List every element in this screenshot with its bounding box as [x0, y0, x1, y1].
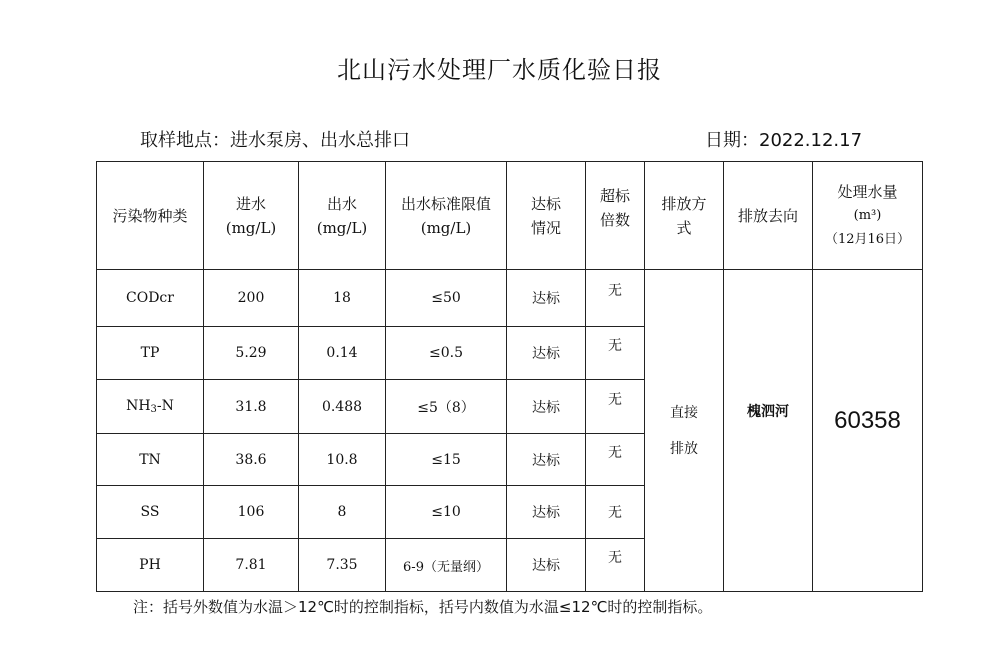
table-header-row [97, 162, 923, 270]
report-date: 日期：2022.12.17 [705, 130, 863, 151]
header-discharge-mode [645, 162, 724, 270]
effluent-cell: 18 [299, 270, 386, 327]
water-quality-table [96, 161, 923, 592]
compliance-cell: 达标 [507, 486, 586, 539]
header-limit [386, 162, 507, 270]
limit-cell: ≤15 [386, 434, 507, 486]
table-row [97, 270, 923, 327]
pollutant-cell: CODcr [97, 270, 204, 327]
pollutant-cell [97, 380, 204, 434]
header-exceed-line1: 超标 [599, 186, 630, 205]
header-exceed [586, 162, 645, 270]
pollutant-tail: -N [156, 398, 174, 414]
header-pollutant: 污染物种类 [97, 162, 204, 270]
limit-cell: ≤10 [386, 486, 507, 539]
influent-cell: 38.6 [204, 434, 299, 486]
header-limit-unit: (mg/L) [420, 218, 472, 237]
header-discharge-dest: 排放去向 [724, 162, 813, 270]
compliance-cell: 达标 [507, 270, 586, 327]
limit-cell: ≤0.5 [386, 327, 507, 380]
exceed-cell: 无 [586, 486, 645, 539]
sampling-location: 取样地点：进水泵房、出水总排口 [140, 130, 410, 151]
effluent-cell: 10.8 [299, 434, 386, 486]
effluent-cell: 0.14 [299, 327, 386, 380]
header-discharge-mode-line2: 式 [676, 218, 692, 237]
limit-cell: ≤5（8） [386, 380, 507, 434]
influent-cell: 200 [204, 270, 299, 327]
pollutant-cell: TN [97, 434, 204, 486]
exceed-value: 无 [608, 283, 622, 299]
header-discharge-mode-line1: 排放方 [661, 194, 707, 213]
influent-cell: 106 [204, 486, 299, 539]
pollutant-subscript: 3 [150, 404, 157, 415]
exceed-value: 无 [608, 550, 622, 566]
exceed-value: 无 [608, 391, 622, 408]
influent-cell: 5.29 [204, 327, 299, 380]
pollutant-main: NH [126, 398, 151, 414]
exceed-cell [586, 270, 645, 327]
compliance-cell: 达标 [507, 434, 586, 486]
header-influent-label: 进水 [235, 194, 266, 213]
effluent-cell: 0.488 [299, 380, 386, 434]
footnote: 注：括号外数值为水温＞12℃时的控制指标，括号内数值为水温≤12℃时的控制指标。 [133, 598, 713, 616]
effluent-cell: 8 [299, 486, 386, 539]
exceed-cell [586, 327, 645, 380]
effluent-cell: 7.35 [299, 539, 386, 592]
compliance-cell: 达标 [507, 380, 586, 434]
header-volume [813, 162, 923, 270]
influent-cell: 7.81 [204, 539, 299, 592]
header-volume-date: （12月16日） [824, 231, 911, 247]
header-influent [204, 162, 299, 270]
header-limit-label: 出水标准限值 [400, 194, 491, 213]
discharge-mode-line1: 直接 [670, 404, 698, 421]
header-effluent-label: 出水 [326, 194, 357, 213]
exceed-value: 无 [608, 444, 622, 461]
page-title: 北山污水处理厂水质化验日报 [337, 56, 662, 84]
limit-cell: 6-9（无量纲） [386, 539, 507, 592]
discharge-dest-cell: 槐泗河 [724, 270, 813, 592]
header-compliance-line1: 达标 [530, 194, 561, 213]
pollutant-cell: PH [97, 539, 204, 592]
header-volume-label: 处理水量 [837, 182, 898, 201]
header-compliance [507, 162, 586, 270]
header-compliance-line2: 情况 [530, 218, 561, 237]
influent-cell: 31.8 [204, 380, 299, 434]
volume-cell: 60358 [813, 270, 923, 592]
exceed-cell [586, 434, 645, 486]
compliance-cell: 达标 [507, 327, 586, 380]
exceed-cell [586, 380, 645, 434]
header-exceed-line2: 倍数 [599, 210, 630, 229]
limit-cell: ≤50 [386, 270, 507, 327]
pollutant-cell: SS [97, 486, 204, 539]
pollutant-cell: TP [97, 327, 204, 380]
header-volume-unit: (m³) [853, 207, 882, 223]
discharge-mode-cell [645, 270, 724, 592]
exceed-value: 无 [608, 338, 622, 354]
header-influent-unit: (mg/L) [225, 218, 277, 237]
header-effluent-unit: (mg/L) [316, 218, 368, 237]
compliance-cell: 达标 [507, 539, 586, 592]
discharge-mode-line2: 排放 [670, 440, 698, 457]
exceed-cell [586, 539, 645, 592]
header-effluent [299, 162, 386, 270]
